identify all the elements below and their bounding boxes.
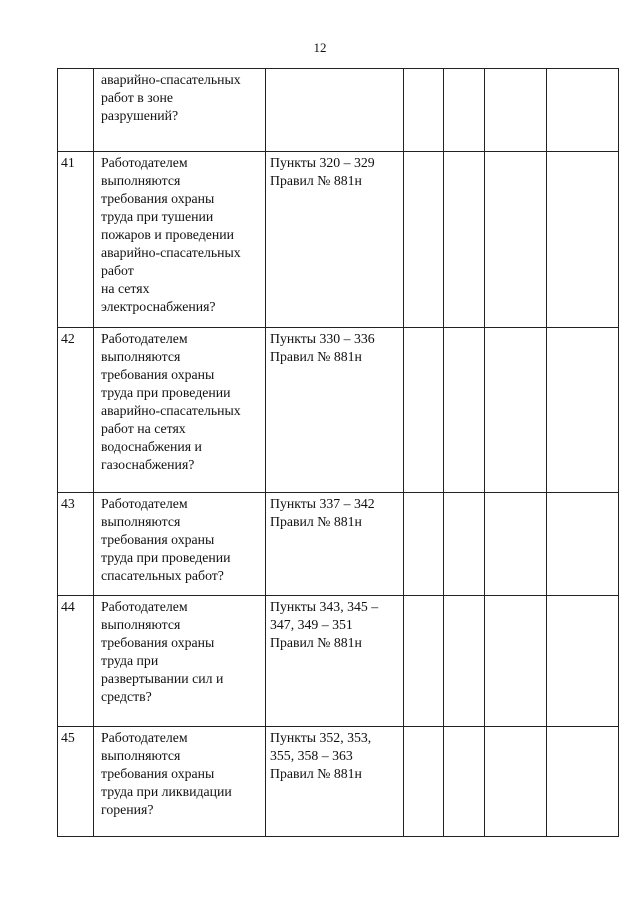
- answer-no-cell[interactable]: [444, 596, 485, 727]
- answer-no-cell[interactable]: [444, 493, 485, 596]
- table-row: [58, 69, 619, 152]
- question-cell: [94, 69, 266, 152]
- answer-yes-cell[interactable]: [404, 328, 444, 493]
- row-number: [58, 69, 94, 152]
- question-text: Работодателем выполняются требования охраны труда при тушении пожаров и проведении аварийно-спасательных работ на сетях электроснабжения?: [101, 155, 241, 314]
- answer-yes-cell[interactable]: [404, 493, 444, 596]
- answer-na-cell[interactable]: [485, 69, 547, 152]
- answer-na-cell[interactable]: [485, 596, 547, 727]
- reference-text: Пункты 337 – 342 Правил № 881н: [270, 496, 375, 529]
- row-number: 42: [58, 328, 94, 493]
- question-text: Работодателем выполняются требования охраны труда при ликвидации горения?: [101, 730, 232, 817]
- notes-cell[interactable]: [547, 152, 619, 328]
- question-text: аварийно-спасательных работ в зоне разрушений?: [101, 72, 241, 123]
- question-cell: [94, 727, 266, 837]
- row-number: 45: [58, 727, 94, 837]
- answer-yes-cell[interactable]: [404, 69, 444, 152]
- reference-text: Пункты 330 – 336 Правил № 881н: [270, 331, 375, 364]
- reference-cell: [266, 328, 404, 493]
- answer-na-cell[interactable]: [485, 152, 547, 328]
- question-cell: [94, 596, 266, 727]
- notes-cell[interactable]: [547, 596, 619, 727]
- answer-yes-cell[interactable]: [404, 152, 444, 328]
- answer-no-cell[interactable]: [444, 727, 485, 837]
- row-number: 41: [58, 152, 94, 328]
- checklist-table: [57, 68, 619, 837]
- question-text: Работодателем выполняются требования охраны труда при проведении аварийно-спасательных работ на сетях водоснабжения и газоснабжения?: [101, 331, 241, 472]
- answer-no-cell[interactable]: [444, 69, 485, 152]
- question-cell: [94, 152, 266, 328]
- reference-text: Пункты 352, 353, 355, 358 – 363 Правил № 881н: [270, 730, 372, 781]
- answer-yes-cell[interactable]: [404, 596, 444, 727]
- table-row: [58, 727, 619, 837]
- answer-no-cell[interactable]: [444, 152, 485, 328]
- notes-cell[interactable]: [547, 328, 619, 493]
- row-number: 44: [58, 596, 94, 727]
- reference-cell: [266, 152, 404, 328]
- answer-yes-cell[interactable]: [404, 727, 444, 837]
- question-cell: [94, 493, 266, 596]
- notes-cell[interactable]: [547, 493, 619, 596]
- notes-cell[interactable]: [547, 69, 619, 152]
- answer-na-cell[interactable]: [485, 727, 547, 837]
- question-text: Работодателем выполняются требования охраны труда при развертывании сил и средств?: [101, 599, 224, 704]
- reference-text: Пункты 320 – 329 Правил № 881н: [270, 155, 375, 188]
- row-number: 43: [58, 493, 94, 596]
- reference-text: Пункты 343, 345 – 347, 349 – 351 Правил № 881н: [270, 599, 379, 650]
- reference-cell: [266, 727, 404, 837]
- answer-no-cell[interactable]: [444, 328, 485, 493]
- table-row: [58, 152, 619, 328]
- table-row: [58, 328, 619, 493]
- answer-na-cell[interactable]: [485, 493, 547, 596]
- question-cell: [94, 328, 266, 493]
- question-text: Работодателем выполняются требования охраны труда при проведении спасательных работ?: [101, 496, 231, 583]
- page-number: 12: [313, 40, 327, 55]
- answer-na-cell[interactable]: [485, 328, 547, 493]
- table-row: [58, 493, 619, 596]
- table-row: [58, 596, 619, 727]
- reference-cell: [266, 69, 404, 152]
- notes-cell[interactable]: [547, 727, 619, 837]
- reference-cell: [266, 493, 404, 596]
- reference-cell: [266, 596, 404, 727]
